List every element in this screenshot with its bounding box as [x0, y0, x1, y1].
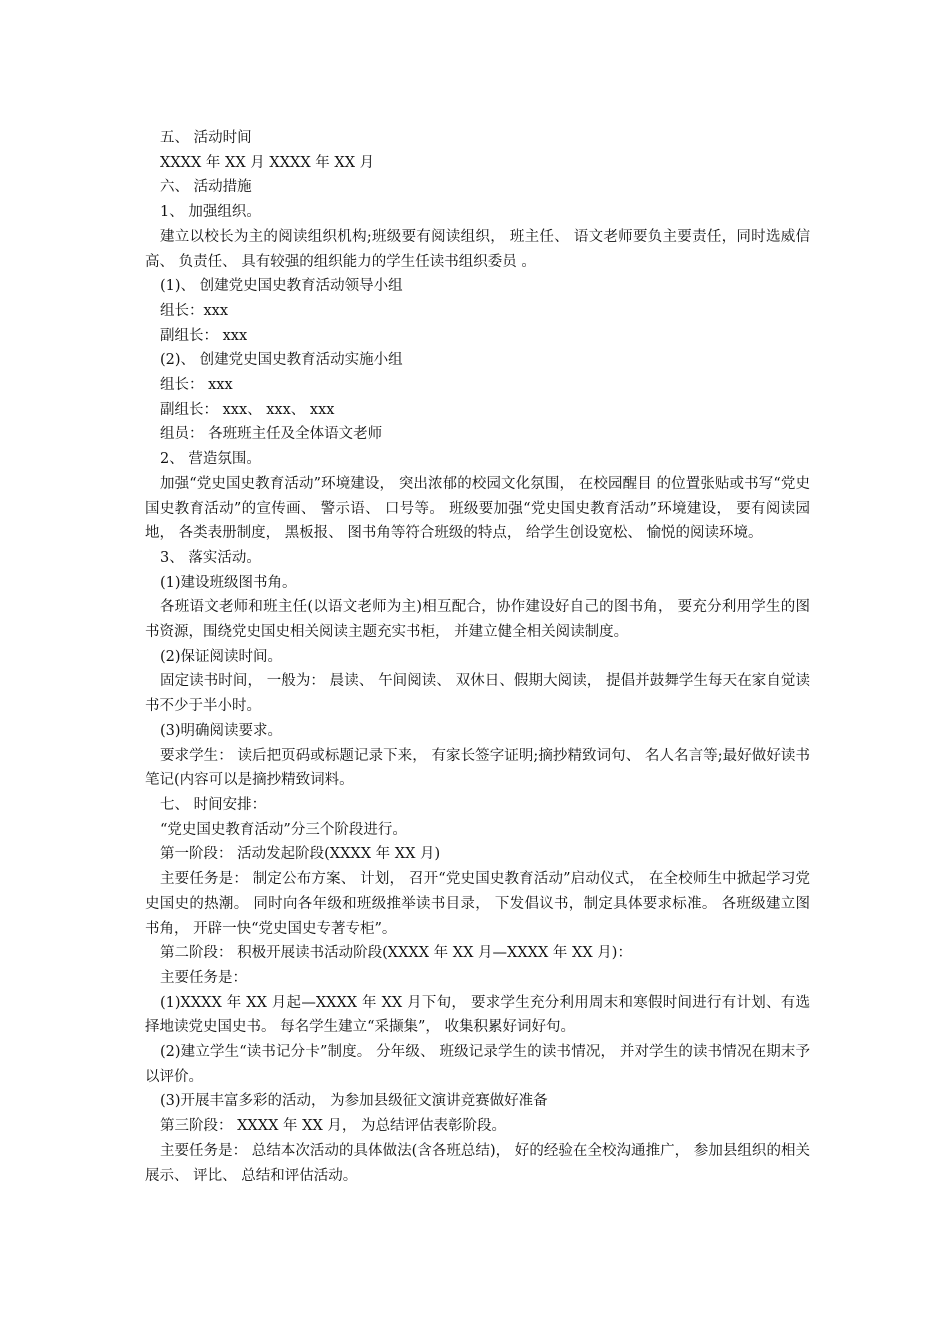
paragraph-reading-requirements: 要求学生： 读后把页码或标题记录下来， 有家长签字证明;摘抄精致词句、 名人名言等;最好做好读书笔记(内容可以是摘抄精致词料。	[145, 747, 810, 789]
stage-one-tasks: 主要任务是： 制定公布方案、 计划， 召开“党史国史教育活动”启动仪式， 在全校师生中掀起学习党史国史的热潮。 同时向各年级和班级推举读书目录， 下发倡议书，制定具体要求标准。 各班级建立图书角， 开辟一快“党史国史专著专柜”。	[145, 871, 810, 937]
item-leading-group: (1)、 创建党史国史教育活动领导小组	[160, 278, 403, 295]
stage-two-task-2: (2)建立学生“读书记分卡”制度。 分年级、 班级记录学生的读书情况， 并对学生的读书情况在期末予以评价。	[145, 1044, 810, 1085]
paragraph-book-corner: 各班语文老师和班主任(以语文老师为主)相互配合，协作建设好自己的图书角， 要充分利用学生的图书资源，围绕党史国史相关阅读主题充实书柜， 并建立健全相关阅读制度。	[145, 599, 810, 641]
implementation-group-members: 组员： 各班班主任及全体语文老师	[160, 426, 383, 443]
leading-group-deputy: 副组长： xxx	[160, 327, 248, 344]
implementation-group-leader: 组长： xxx	[160, 377, 233, 394]
item-implementation-group: (2)、 创建党史国史教育活动实施小组	[160, 352, 403, 369]
stage-three-heading: 第三阶段： XXXX 年 XX 月， 为总结评估表彰阶段。	[160, 1118, 506, 1135]
item-reading-requirements: (3)明确阅读要求。	[160, 722, 283, 739]
stage-one-heading: 第一阶段： 活动发起阶段(XXXX 年 XX 月)	[160, 846, 441, 863]
section-heading-activity-time: 五、 活动时间	[160, 130, 252, 146]
paragraph-reading-time: 固定读书时间， 一般为： 晨读、 午间阅读、 双休日、假期大阅读， 提倡并鼓舞学生每天在家自觉读书不少于半小时。	[145, 673, 810, 715]
item-reading-time: (2)保证阅读时间。	[160, 648, 283, 665]
subheading-strengthen-organization: 1、 加强组织。	[160, 204, 261, 221]
stage-two-tasks-label: 主要任务是：	[160, 969, 247, 986]
leading-group-leader: 组长：xxx	[160, 302, 229, 319]
stage-three-tasks: 主要任务是： 总结本次活动的具体做法(含各班总结)， 好的经验在全校沟通推广， 参加县组织的相关展示、 评比、 总结和评估活动。	[145, 1142, 810, 1184]
stage-two-task-3: (3)开展丰富多彩的活动， 为参加县级征文演讲竞赛做好准备	[160, 1093, 548, 1110]
paragraph-atmosphere: 加强“党史国史教育活动”环境建设， 突出浓郁的校园文化氛围， 在校园醒目 的位置张贴或书写“党史国史教育活动”的宣传画、 警示语、 口号等。 班级要加强“党史国史教育活动”环境建设， 要有阅读园地， 各类表册制度， 黑板报、 图书角等符合班级的特点， 给学生创设宽松、 愉悦的阅读环境。	[145, 475, 810, 542]
item-book-corner: (1)建设班级图书角。	[160, 574, 297, 591]
subheading-create-atmosphere: 2、 营造氛围。	[160, 451, 261, 468]
section-heading-activity-measures: 六、 活动措施	[160, 179, 252, 196]
implementation-group-deputies: 副组长： xxx、 xxx、 xxx	[160, 401, 335, 418]
stage-two-task-1: (1)XXXX 年 XX 月起—XXXX 年 XX 月下旬， 要求学生充分利用周末和寒假时间进行有计划、有选择地读党史国史书。 每名学生建立“采撷集”， 收集积累好词好句。	[145, 994, 810, 1036]
schedule-intro: “党史国史教育活动”分三个阶段进行。	[160, 821, 407, 838]
document-body	[145, 126, 810, 1188]
paragraph-organization: 建立以校长为主的阅读组织机构;班级要有阅读组织， 班主任、 语文老师要负主要责任，同时选威信高、 负责任、 具有较强的组织能力的学生任读书组织委员 。	[145, 228, 810, 270]
stage-two-heading: 第二阶段： 积极开展读书活动阶段(XXXX 年 XX 月—XXXX 年 XX 月)：	[160, 945, 632, 962]
section-heading-schedule: 七、 时间安排：	[160, 796, 267, 813]
activity-time-value: XXXX 年 XX 月 XXXX 年 XX 月	[160, 154, 375, 171]
subheading-implement-activities: 3、 落实活动。	[160, 549, 261, 566]
